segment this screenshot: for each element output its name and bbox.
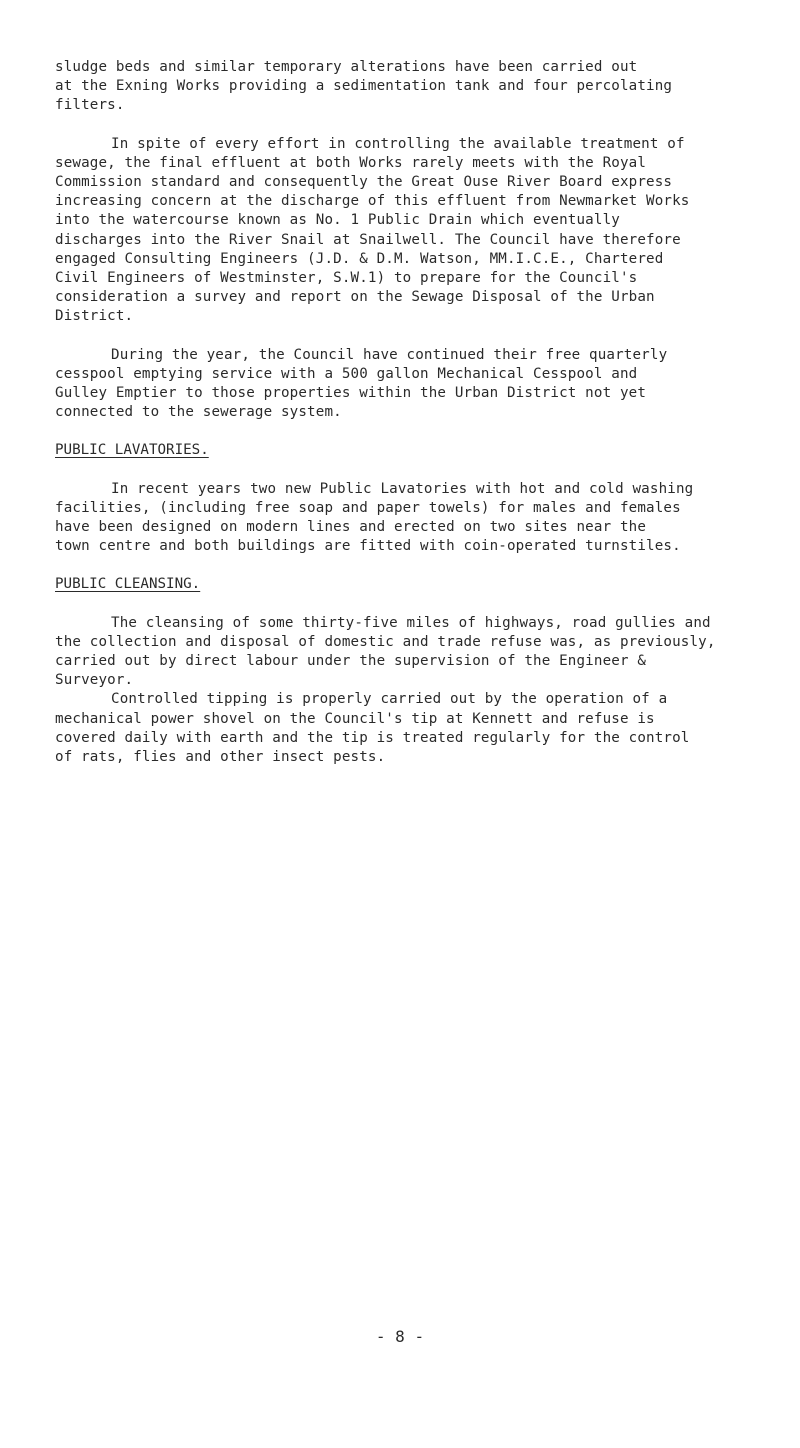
public-cleansing-paragraph: The cleansing of some thirty-five miles of highways, road gullies and the collection and disposal of domestic and trade refuse was, as previously, carried out by direct labour under the supervision of the Engineer & Surveyor. [55,614,716,689]
sewage-treatment-paragraph: In spite of every effort in controlling the available treatment of sewage, the final effluent at both Works rarely meets with the Royal Commission standard and consequently the Great Ouse River Board express increasing concern at the discharge of this effluent from Newmarket Works into the watercourse known as No. 1 Public Drain which eventually discharges into the River Snail at Snailwell. The Council have therefore engaged Consulting Engineers (J.D. & D.M. Watson, MM.I.C.E., Chartered Civil Engineers of Westminster, S.W.1) to prepare for the Council's consideration a survey and report on the Sewage Disposal of the Urban District. [55,135,690,325]
intro-continuation-paragraph: sludge beds and similar temporary alterations have been carried out at the Exning Works providing a sedimentation tank and four percolating filters. [55,59,673,114]
cesspool-service-paragraph: During the year, the Council have continued their free quarterly cesspool emptying service with a 500 gallon Mechanical Cesspool and Gulley Emptier to those properties within the Urban District not yet connected to the sewerage system. [55,346,668,421]
page-number: - 8 - [375,1327,425,1346]
public-lavatories-heading: PUBLIC LAVATORIES. [55,442,209,459]
controlled-tipping-paragraph: Controlled tipping is properly carried out by the operation of a mechanical power shovel on the Council's tip at Kennett and refuse is covered daily with earth and the tip is treated regularly for the control of rats, flies and other insect pests. [55,691,690,766]
document-page [55,58,795,767]
public-lavatories-paragraph: In recent years two new Public Lavatories with hot and cold washing facilities, (including free soap and paper towels) for males and females have been designed on modern lines and erected on two sites near the town centre and both buildings are fitted with coin-operated turnstiles. [55,480,694,555]
public-cleansing-heading: PUBLIC CLEANSING. [55,576,201,593]
